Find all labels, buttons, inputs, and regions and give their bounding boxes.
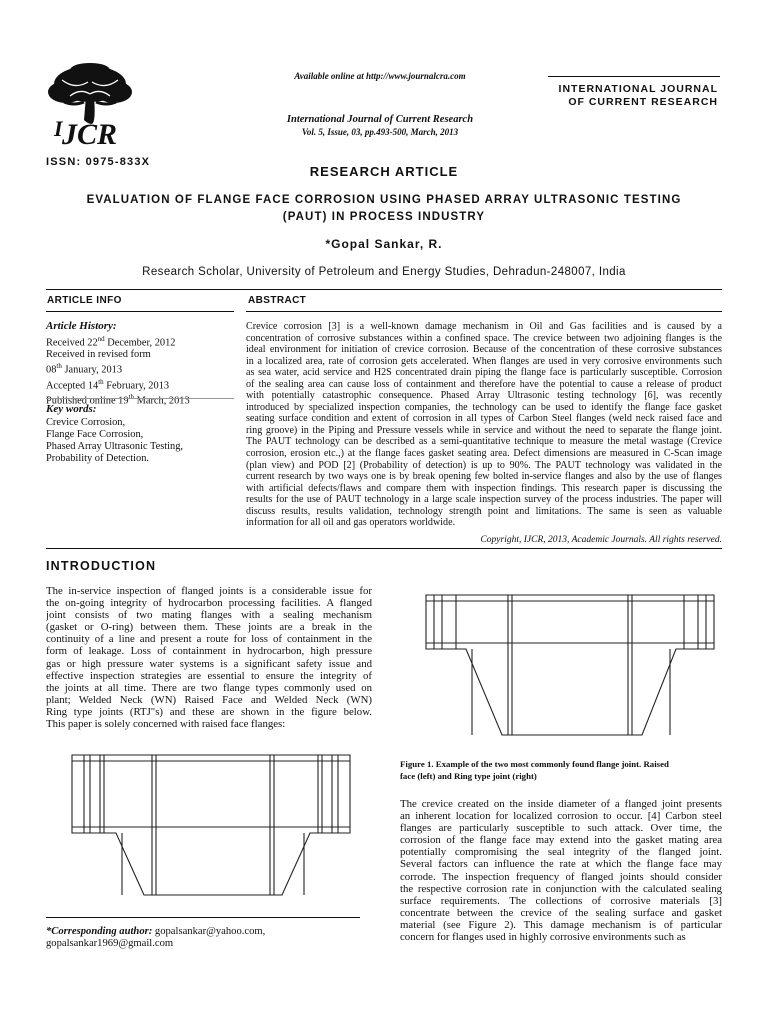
author-email-1: gopalsankar@yahoo.com, [152,926,266,937]
text-line: concentrate between the crevice of the sealing surface and gasket [400,906,722,919]
journal-logo [40,62,140,156]
text-line: with artificial defects/flaws and compare them with inspection findings. This research paper is discussing the [246,482,722,494]
text-line: Several factors can influence the rate at which the flange face may [400,858,722,871]
article-title-line1: EVALUATION OF FLANGE FACE CORROSION USING PHASED ARRAY ULTRASONIC TESTING [86,194,682,206]
text-line: gas or high pressure water systems is a significant safety issue and [46,657,372,670]
revised-label: Received in revised form [46,349,151,361]
abstract-rule-bottom [46,548,722,549]
text-line: corrosion, erosion etc.,) at the flange faces gasket seating area. Defect dimensions are measured in C-Scan image [246,448,722,460]
revised-date: 08th January, 2013 [46,362,123,376]
journal-right-line1: INTERNATIONAL JOURNAL [558,83,718,95]
figure1-caption-line1: Figure 1. Example of the two most commonly found flange joint. Raised [400,759,669,769]
header-rule-top [548,76,720,77]
text-line: the joints at all time. There are two flange types commonly used on [46,681,372,694]
text-line: corrosion of the flange face may extend into the gasket mating area [400,834,722,847]
affiliation: Research Scholar, University of Petroleum and Energy Studies, Dehradun-248007, India [142,266,626,278]
abstract-heading: ABSTRACT [248,295,307,306]
keywords-rule [46,398,234,399]
available-online-text: Available online at http://www.journalcra.com [294,71,466,81]
author-email-2: gopalsankar1969@gmail.com [46,938,174,950]
article-title-line2: (PAUT) IN PROCESS INDUSTRY [282,211,486,223]
text-line: introduced by specialized inspection companies, the technology can be used to identify the flange face gasket [246,401,722,413]
keyword: Crevice Corrosion, [46,417,126,428]
text-line: ring groove) in the Piping and Pressure vessels while in service and without the need to separate the flange joint. [246,424,722,436]
text-line: plant; Welded Neck (WN) Raised Face and Welded Neck (WN) [46,693,372,706]
author: *Gopal Sankar, R. [325,237,443,251]
text-line: as sea water, acid service and H2S concentrated drain piping the flange face is particularly susceptible. Corrosion [246,367,722,379]
corresponding-author-label: *Corresponding author: [46,926,153,937]
issn: ISSN: 0975-833X [46,156,151,168]
accepted-date: Accepted 14th February, 2013 [46,377,170,392]
article-type: RESEARCH ARTICLE [309,164,459,179]
text-line: This paper is solely concerned with raised face flanges: [46,718,286,731]
text-line: continuity of a line and present a route for loss of containment in the [46,633,372,646]
text-line: form of leakage. Loss of containment in hydrocarbon, high pressure [46,645,372,658]
introduction-body [46,585,372,730]
figure-raised-face-flange [64,745,360,903]
text-line: the respective corrosion rate in conjunction with the calculated sealing [400,882,722,895]
svg-text:JCR: JCR [62,118,118,151]
text-line: an inherent location for localized corrosion to occur. [4] Carbon steel [400,810,722,823]
journal-full-name: International Journal of Current Research [286,114,474,125]
text-line: ideal environment for initiation of crevice corrosion. Because of the concentration of these corrosive substances [246,344,722,356]
text-line: results for the use of PAUT technology in a large scale inspection survey of the process industries. The paper will [246,494,722,506]
info-rule [46,311,234,312]
text-line: surface requirements. The collections of corrosive materials [3] [400,894,722,907]
abstract-body [246,321,722,529]
keywords-heading: Key words: [46,403,97,415]
text-line: potentially compromising the seal integrity of the flanged joint. [400,846,722,859]
text-line: current research by two ways one is by break opening few bolted in-service flanges and also by the use of flanges [246,471,722,483]
text-line: material (see Figure 2). This damage mechanism is of particular [400,918,722,931]
info-rule-top [46,289,722,290]
text-line: The crevice created on the inside diameter of a flanged joint presents [400,798,722,810]
text-line: concern for flanges used in highly corrosive environments such as [400,931,686,944]
volume-line: Vol. 5, Issue, 03, pp.493-500, March, 2013 [301,127,459,137]
article-info-heading: ARTICLE INFO [47,295,122,306]
figure1-caption [400,759,722,782]
introduction-heading: INTRODUCTION [46,559,157,573]
keyword: Flange Face Corrosion, [46,428,144,440]
text-line: of the sealing area can cause loss of containment and therefore have the potential to cause a release of product [246,378,722,390]
received-date: Received 22nd December, 2012 [46,335,176,349]
text-line: discuss results, results validation, technology strength point and limitations. The same is seen as valuable [246,505,722,517]
footnote [46,926,366,950]
raised-face-flange-drawing [64,745,360,903]
text-line: concentration of corrosive substances within a confined space. The crevice between two adjoining flanges is the [246,332,722,344]
keyword: Phased Array Ultrasonic Testing, [46,440,184,452]
text-line: (gasket or O-ring) between them. These joints are a break in the [46,621,372,634]
text-line: the on-going integrity of hydrocarbon processing facilities. A flanged [46,597,372,610]
right-column-body [400,798,722,943]
abstract-rule [246,311,722,312]
figure-ring-type-joint-flange [420,587,720,747]
text-line: joint consists of two mating flanges with a sealing mechanism [46,609,372,622]
text-line: in a localized area, rate of corrosion gets accelerated. When flanges are used in very corrosive environments such [246,355,722,367]
text-line: flanges are particularly susceptible to such attack. Over time, the [400,822,722,835]
history-heading: Article History: [46,320,117,332]
copyright: Copyright, IJCR, 2013, Academic Journals. All rights reserved. [480,535,722,545]
article-history [46,334,236,407]
text-line: Crevice corrosion [3] is a well-known damage mechanism in Oil and Gas facilities and is caused by a [246,321,722,332]
text-line: corrode. The inspection frequency of flanged joints should consider [400,870,722,883]
text-line: effective inspection strategies are essential to ensure the integrity of [46,669,372,682]
text-line: seating surface condition and extent of corrosion in all types of Carbon Steel flanges (weld neck raised face and [246,413,722,425]
text-line: with potentially catastrophic consequence. Phased Array Ultrasonic testing technology [6], was recently [246,390,722,402]
keywords-list [46,417,236,465]
figure1-caption-line2: face (left) and Ring type joint (right) [400,770,537,781]
text-line: Ring type joints (RTJ"s) and these are shown in the figure below. [46,705,372,718]
published-date: Published online 19th March, 2013 [46,393,190,407]
svg-text:I: I [54,116,63,141]
text-line: The PAUT technology can be described as a semi-quantitative technique to measure the metal wastage (Crevice [246,436,722,448]
text-line: (plan view) and POD [2] (Probability of detection) is up to 90%. The PAUT technology was validated in the [246,459,722,471]
keyword: Probability of Detection. [46,452,150,464]
footnote-rule [46,917,360,918]
journal-right-line2: OF CURRENT RESEARCH [568,96,718,108]
text-line: information for all oil and gas operators worldwide. [246,517,456,529]
tree-logo-icon [40,62,140,156]
ring-type-joint-drawing [420,587,720,747]
text-line: The in-service inspection of flanged joints is a considerable issue for [46,585,372,597]
